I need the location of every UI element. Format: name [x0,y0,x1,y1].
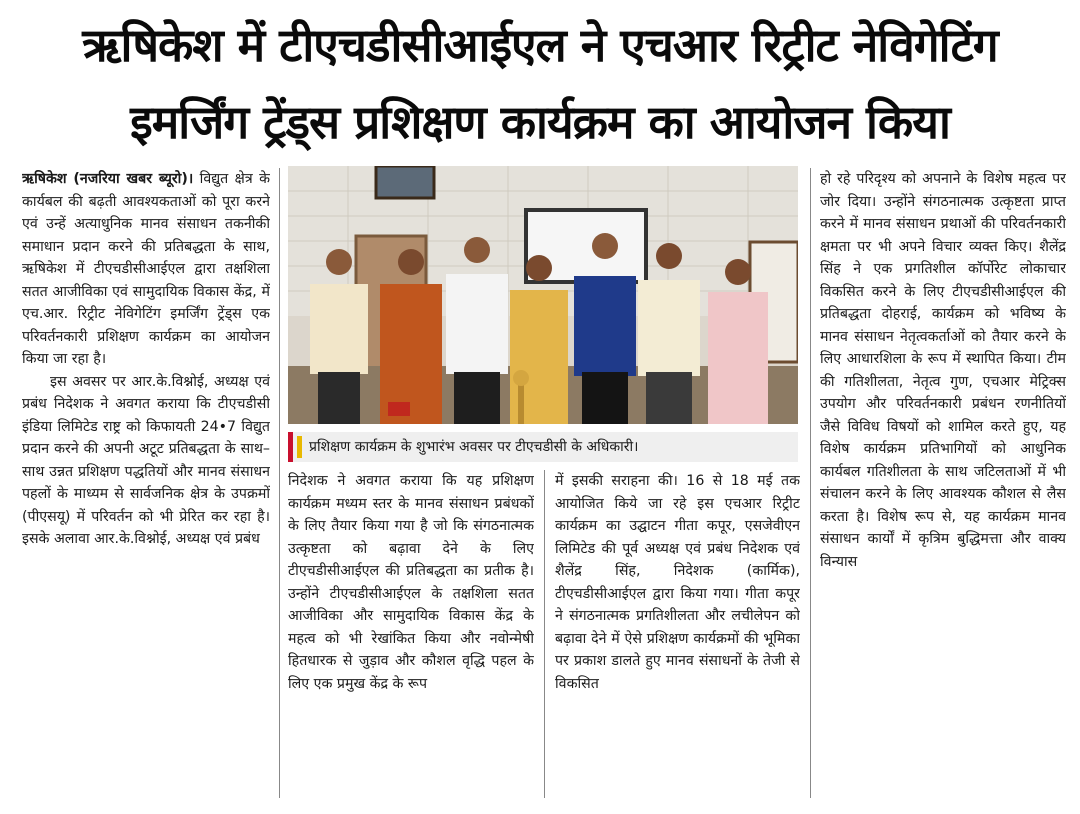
event-photo [288,166,798,424]
group-photo-image [288,166,798,424]
article-column-4 [820,168,1066,798]
column-divider [279,168,280,798]
byline: ऋषिकेश (नजरिया खबर ब्यूरो)। [22,171,194,187]
photo-caption [288,432,798,462]
column-divider [810,168,811,798]
caption-text: प्रशिक्षण कार्यक्रम के शुभारंभ अवसर पर टीएचडीसी के अधिकारी। [309,439,639,455]
paragraph-2: इस अवसर पर आर.के.विश्नोई, अध्यक्ष एवं प्रबंध निदेशक ने अवगत कराया कि टीएचडीसी इंडिया लिमिटेड राष्ट्र को किफायती 24•7 विद्युत प्रदान करने की अपनी अटूट प्रतिबद्धता के साथ–साथ उन्नत प्रशिक्षण पद्धतियों और मानव संसाधन पहलों के माध्यम से सार्वजनिक क्षेत्र के उपक्रमों (पीएसयू) में परिवर्तन को भी प्रेरित कर रहा है। इसके अलावा आर.के.विश्नोई, अध्यक्ष एवं प्रबंध [22,373,270,547]
article-column-2 [288,470,534,800]
headline-line-1: ऋषिकेश में टीएचडीसीआईएल ने एचआर रिट्रीट नेविगेटिंग [82,18,998,72]
headline-line-2: इमर्जिंग ट्रेंड्स प्रशिक्षण कार्यक्रम का आयोजन किया [130,95,950,149]
paragraph-1: विद्युत क्षेत्र के कार्यबल की बढ़ती आवश्यकताओं को पूरा करने एवं उन्हें अत्याधुनिक मानव संसाधन तकनीकी समाधान प्रदान करने की प्रतिबद्धता के साथ, ऋषिकेश में टीएचडीसीआईएल द्वारा तक्षशिला सतत आजीविका एवं सामुदायिक विकास केंद्र, में एच.आर. रिट्रीट नेविगेटिंग इमर्जिंग ट्रेंड्स एक परिवर्तनकारी प्रशिक्षण कार्यक्रम का आयोजन किया जा रहा है। [22,171,270,367]
article-column-1 [22,168,270,798]
paragraph-3: निदेशक ने अवगत कराया कि यह प्रशिक्षण कार्यक्रम मध्यम स्तर के मानव संसाधन प्रबंधकों के लिए तैयार किया गया है जो कि संगठनात्मक उत्कृष्टता को बढ़ावा देने के लिए टीएचडीसीआईएल की प्रतिबद्धता का प्रतीक है। उन्होंने टीएचडीसीआईएल के तक्षशिला सतत आजीविका और सामुदायिक विकास केंद्र के महत्व को भी रेखांकित किया और नवोन्मेषी हितधारक से जुड़ाव और कौशल वृद्धि पहल के लिए एक प्रमुख केंद्र के रूप [288,473,534,692]
paragraph-4: में इसकी सराहना की। 16 से 18 मई तक आयोजित किये जा रहे इस एचआर रिट्रीट कार्यक्रम का उद्घाटन गीता कपूर, एसजेवीएन लिमिटेड की पूर्व अध्यक्ष एवं प्रबंध निदेशक एवं शैलेंद्र सिंह, निदेशक (कार्मिक), टीएचडीसीआईएल द्वारा किया गया। गीता कपूर ने संगठनात्मक प्रगतिशीलता और लचीलेपन को बढ़ावा देने में ऐसे प्रशिक्षण कार्यक्रमों की भूमिका पर प्रकाश डालते हुए मानव संसाधनों के तेजी से विकसित [555,473,800,692]
paragraph-5: हो रहे परिदृश्य को अपनाने के विशेष महत्व पर जोर दिया। उन्होंने संगठनात्मक उत्कृष्टता प्राप्त करने में मानव संसाधन प्रथाओं की परिवर्तनकारी क्षमता पर भी अपने विचार व्यक्त किए। शैलेंद्र सिंह ने एक प्रगतिशील कॉर्पोरेट लोकाचार विकसित करने के लिए टीएचडीसीआईएल की प्रतिबद्धता दोहराई, कार्यक्रम को भविष्य के मानव संसाधन नेतृत्वकर्ताओं को तैयार करने के लिए आधारशिला के रूप में स्थापित किया। टीम की गतिशीलता, नेतृत्व गुण, एचआर मेट्रिक्स उपयोग और परिवर्तनकारी प्रबंधन रणनीतियों जैसे विविध विषयों को शामिल करते हुए, यह विशेष कार्यक्रम प्रतिभागियों को आधुनिक कार्यबल गतिशीलता के साथ जटिलताओं में भी संचालन करने के लिए आवश्यक कौशल से लैस करता है। विशेष रूप से, यह कार्यक्रम मानव संसाधन कार्यों में कृत्रिम बुद्धिमत्ता और वाक्य विन्यास [820,171,1066,570]
article-column-3 [555,470,800,800]
column-divider [544,470,545,798]
caption-accent-bar [297,436,302,458]
